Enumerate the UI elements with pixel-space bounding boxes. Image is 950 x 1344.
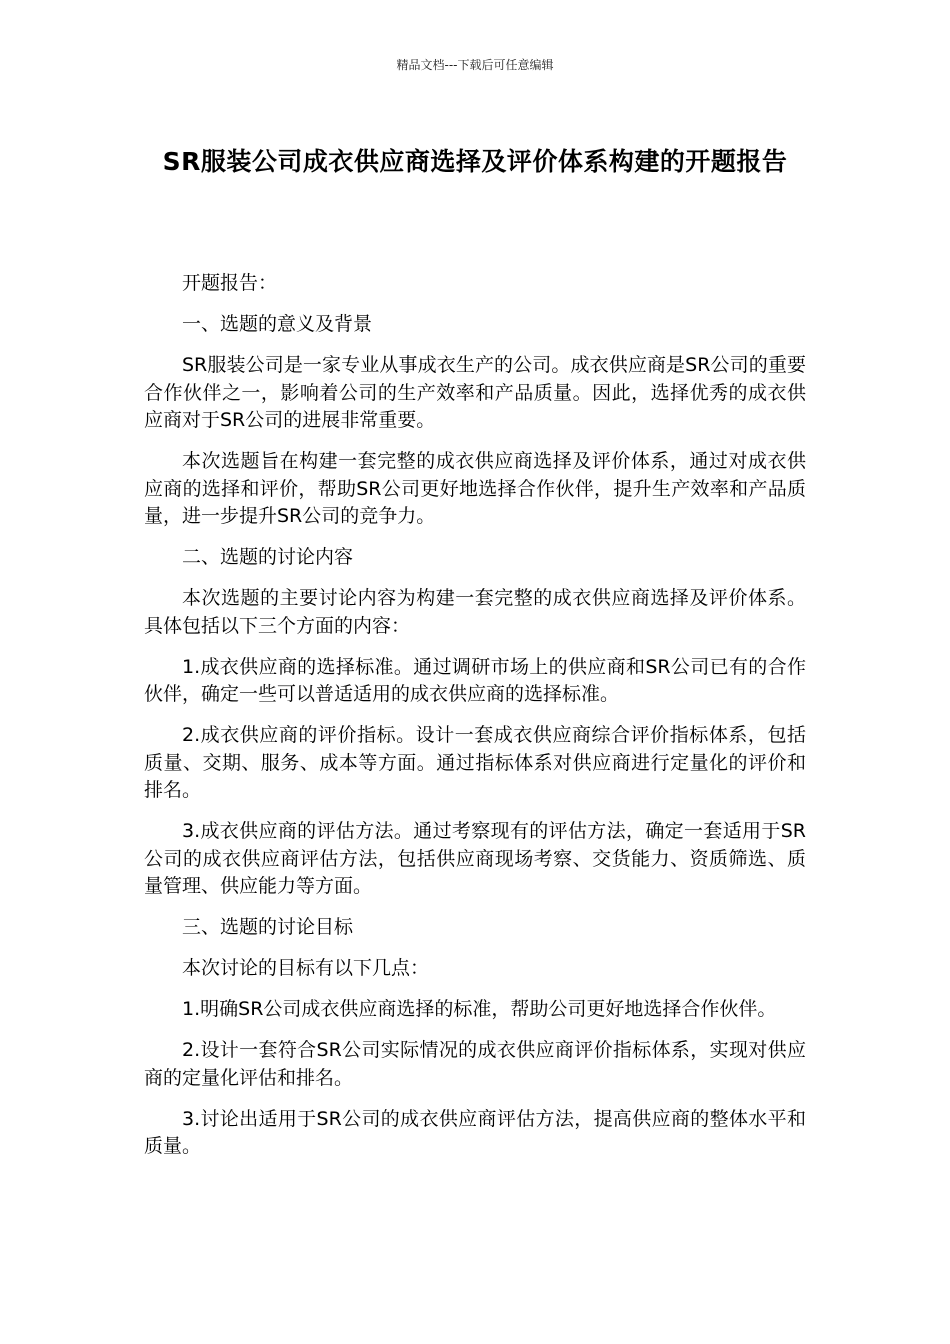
section-heading-content: 二、选题的讨论内容 — [182, 546, 354, 568]
section-heading-goals: 三、选题的讨论目标 — [182, 916, 354, 938]
section-heading-significance: 一、选题的意义及背景 — [182, 313, 373, 335]
list-item: 3.讨论出适用于SR公司的成衣供应商评估方法，提高供应商的整体水平和质量。 — [144, 1107, 806, 1157]
paragraph: 本次选题旨在构建一套完整的成衣供应商选择及评价体系，通过对成衣供应商的选择和评价，帮助SR公司更好地选择合作伙伴，提升生产效率和产品质量，进一步提升SR公司的竞争力。 — [144, 450, 806, 527]
paragraph: SR服装公司是一家专业从事成衣生产的公司。成衣供应商是SR公司的重要合作伙伴之一，影响着公司的生产效率和产品质量。因此，选择优秀的成衣供应商对于SR公司的进展非常重要。 — [144, 354, 806, 431]
document-body — [144, 270, 806, 1174]
paragraph: 本次讨论的目标有以下几点： — [182, 957, 430, 979]
list-item: 1.成衣供应商的选择标准。通过调研市场上的供应商和SR公司已有的合作伙伴，确定一些可以普适适用的成衣供应商的选择标准。 — [144, 655, 806, 705]
paragraph: 本次选题的主要讨论内容为构建一套完整的成衣供应商选择及评价体系。具体包括以下三个方面的内容： — [144, 587, 806, 637]
list-item: 3.成衣供应商的评估方法。通过考察现有的评估方法，确定一套适用于SR公司的成衣供应商评估方法，包括供应商现场考察、交货能力、资质筛选、质量管理、供应能力等方面。 — [144, 820, 806, 897]
list-item: 2.设计一套符合SR公司实际情况的成衣供应商评价指标体系，实现对供应商的定量化评估和排名。 — [144, 1039, 806, 1089]
document-title: SR服装公司成衣供应商选择及评价体系构建的开题报告 — [162, 147, 788, 176]
list-item: 1.明确SR公司成衣供应商选择的标准，帮助公司更好地选择合作伙伴。 — [182, 998, 777, 1020]
page-header-note: 精品文档---下载后可任意编辑 — [396, 58, 554, 72]
list-item: 2.成衣供应商的评价指标。设计一套成衣供应商综合评价指标体系，包括质量、交期、服务、成本等方面。通过指标体系对供应商进行定量化的评价和排名。 — [144, 724, 806, 801]
paragraph-report-label: 开题报告： — [182, 272, 278, 294]
